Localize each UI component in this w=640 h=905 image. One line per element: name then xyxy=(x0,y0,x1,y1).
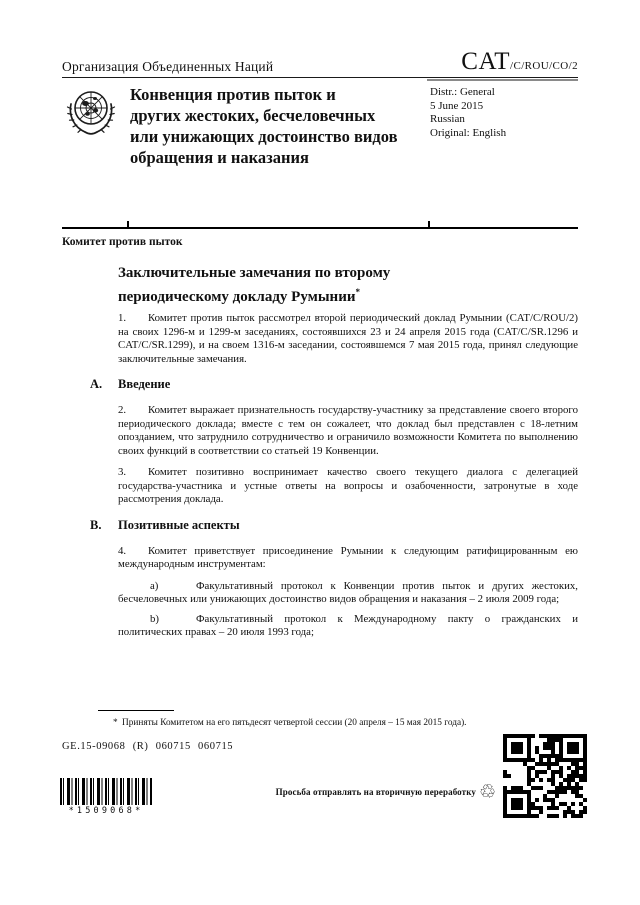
header-rule xyxy=(62,77,578,78)
paragraph-text: Комитет выражает признательность государству-участнику за представление своего второго периодического доклада; вместе с тем он сожалеет, что доклад был представлен с 18-летним опозданием, что затруднило сотрудничество и ограничило возможности Комитета по выполнению своих функций в соответствии со статьей 19 Конвенции. xyxy=(118,404,578,457)
recycle-notice xyxy=(230,780,496,804)
paragraph-number: 4. xyxy=(118,544,127,557)
section-title: Введение xyxy=(118,377,171,391)
document-title xyxy=(118,264,498,307)
document-symbol-main: CAT xyxy=(461,48,511,75)
document-symbol xyxy=(461,48,578,76)
header-rule-right xyxy=(427,79,578,81)
paragraph-2 xyxy=(118,404,578,458)
paragraph-number: 3. xyxy=(118,466,127,478)
subparagraph-text: Факультативный протокол к Международному пакту о гражданских и политических правах – 20 июля 1993 года; xyxy=(118,612,578,638)
convention-title-line: обращения и наказания xyxy=(130,148,309,167)
footnote-rule xyxy=(98,710,174,711)
subparagraph-letter: a) xyxy=(150,579,159,592)
section-b-heading xyxy=(90,517,578,533)
section-title: Позитивные аспекты xyxy=(118,517,240,532)
paragraph-number: 1. xyxy=(118,312,127,324)
paragraph-text: Комитет приветствует присоединение Румынии к следующим ратифицированным ею международным инструментам: xyxy=(118,544,578,570)
distr-language: Russian xyxy=(430,113,465,125)
distr-type: Distr.: General xyxy=(430,86,495,98)
column-divider-tick xyxy=(127,221,129,227)
organization-name: Организация Объединенных Наций xyxy=(62,59,274,74)
footnote-mark: * xyxy=(113,718,118,728)
paragraph-number: 2. xyxy=(118,404,127,416)
section-letter: A. xyxy=(90,377,103,391)
subparagraph-b xyxy=(118,613,578,640)
document-title-line1: Заключительные замечания по второму xyxy=(118,265,391,281)
job-number: GE.15-09068 (R) 060715 060715 xyxy=(62,741,234,752)
subparagraph-text: Факультативный протокол к Конвенции против пыток и других жестоких, бесчеловечных или унижающих достоинство видов обращения и наказания – 2 июля 2009 года; xyxy=(118,579,578,605)
document-symbol-suffix: /C/ROU/CO/2 xyxy=(510,60,578,72)
recycle-text: Просьба отправлять на вторичную переработку xyxy=(275,787,476,797)
barcode xyxy=(60,778,152,805)
subparagraph-a xyxy=(118,580,578,607)
footnote-text: Приняты Комитетом на его пятьдесят четвертой сессии (20 апреля – 15 мая 2015 года). xyxy=(122,718,467,728)
committee-label: Комитет против пыток xyxy=(62,236,183,248)
paragraph-text: Комитет позитивно воспринимает качество своего текущего диалога с делегацией государства-участника и устные ответы на вопросы и озабоченности, затронутые в ходе рассмотрения доклада. xyxy=(118,466,578,505)
document-body xyxy=(90,312,578,646)
paragraph-1 xyxy=(118,312,578,366)
paragraph-4 xyxy=(118,545,578,572)
convention-title-line: других жестоких, бесчеловечных xyxy=(130,106,376,125)
document-title-line2: периодическому докладу Румынии xyxy=(118,289,356,305)
convention-title xyxy=(130,84,430,168)
title-footnote-mark: * xyxy=(355,287,360,297)
section-letter: B. xyxy=(90,517,102,532)
barcode-text: *1509068* xyxy=(68,806,144,816)
qr-code xyxy=(503,734,587,818)
section-a-heading xyxy=(90,376,578,392)
distr-original: Original: English xyxy=(430,126,507,139)
footnote xyxy=(98,718,568,729)
distr-date: 5 June 2015 xyxy=(430,99,484,112)
paragraph-text: Комитет против пыток рассмотрел второй периодический доклад Румынии (CAT/C/ROU/2) на своих 1296-м и 1299-м заседаниях, состоявшихся 23 и 24 апреля 2015 года (CAT/C/SR.1296 и CAT/C/SR.1299), и на своем 1316-м заседании, состоявшемся 7 мая 2015 года, принял следующие заключительные замечания. xyxy=(118,312,578,365)
convention-title-line: Конвенция против пыток и xyxy=(130,85,336,104)
subparagraph-letter: b) xyxy=(150,612,159,625)
un-emblem-icon xyxy=(62,84,120,140)
convention-title-line: или унижающих достоинство видов xyxy=(130,127,398,146)
paragraph-3 xyxy=(118,466,578,507)
recycle-icon: ♲ xyxy=(478,780,496,803)
distribution-block xyxy=(430,86,506,140)
column-divider-tick xyxy=(428,221,430,227)
masthead-bottom-rule xyxy=(62,227,578,229)
